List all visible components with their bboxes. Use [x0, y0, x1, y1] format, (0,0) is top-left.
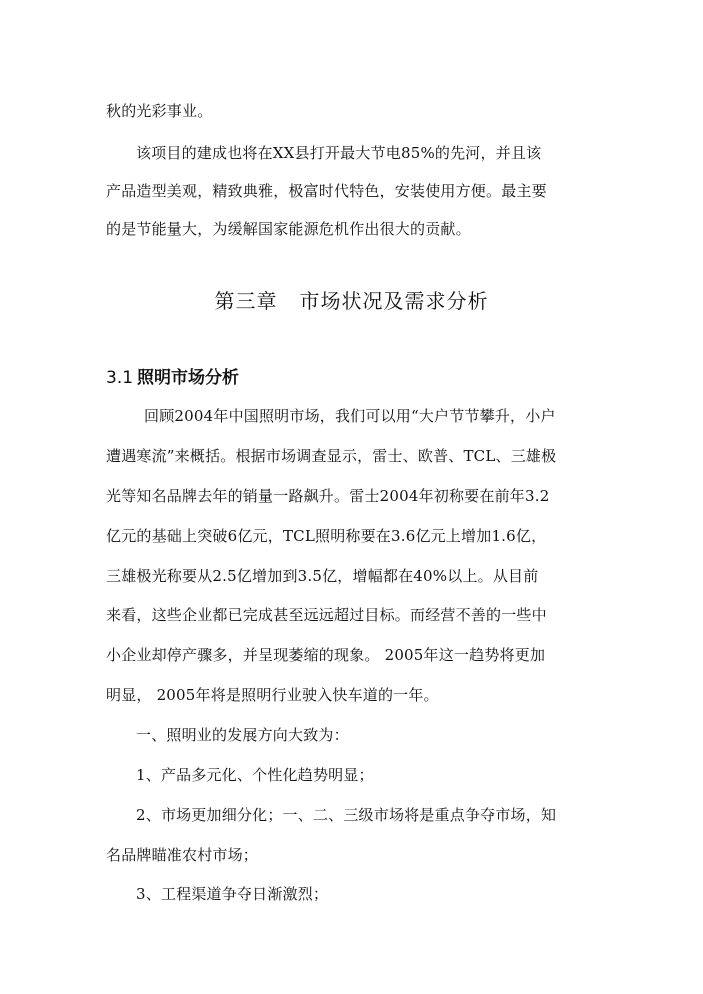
- text-line: 该项目的建成也将在XX县打开最大节电85%的先河，并且该: [136, 144, 542, 162]
- text-line: 来看，这些企业都已完成甚至远远超过目标。而经营不善的一些中: [106, 606, 547, 624]
- section-number: 3.1: [106, 368, 134, 388]
- text-line: 回顾2004年中国照明市场，我们可以用“大户节节攀升，小户: [144, 407, 556, 425]
- section-heading: [106, 366, 239, 390]
- chapter-title: 第三章 市场状况及需求分析: [214, 289, 489, 313]
- text-line: 光等知名品牌去年的销量一路飙升。雷士2004年初称要在前年3.2: [106, 487, 550, 505]
- text-line: 的是节能量大，为缓解国家能源危机作出很大的贡献。: [106, 220, 471, 238]
- text-line: 遭遇寒流”来概括。根据市场调查显示，雷士、欧普、TCL、三雄极: [106, 447, 557, 465]
- text-line: 2、市场更加细分化；一、二、三级市场将是重点争夺市场，知: [136, 806, 557, 824]
- text-line: 名品牌瞄准农村市场；: [106, 846, 259, 864]
- text-line: 产品造型美观，精致典雅，极富时代特色，安装使用方便。最主要: [106, 182, 547, 200]
- text-line: 3、工程渠道争夺日渐激烈；: [136, 885, 329, 903]
- text-line: 明显， 2005年将是照明行业驶入快车道的一年。: [106, 686, 439, 704]
- text-line: 亿元的基础上突破6亿元，TCL照明称要在3.6亿元上增加1.6亿，: [106, 527, 547, 545]
- text-line: 小企业却停产骤多，并呈现萎缩的现象。 2005年这一趋势将更加: [106, 646, 546, 664]
- text-line: 三雄极光称要从2.5亿增加到3.5亿，增幅都在40%以上。从目前: [106, 567, 539, 585]
- text-line: 1、产品多元化、个性化趋势明显；: [136, 766, 374, 784]
- text-line: 秋的光彩事业。: [106, 102, 213, 120]
- section-title: 照明市场分析: [137, 368, 240, 388]
- text-line: 一、照明业的发展方向大致为：: [136, 726, 349, 744]
